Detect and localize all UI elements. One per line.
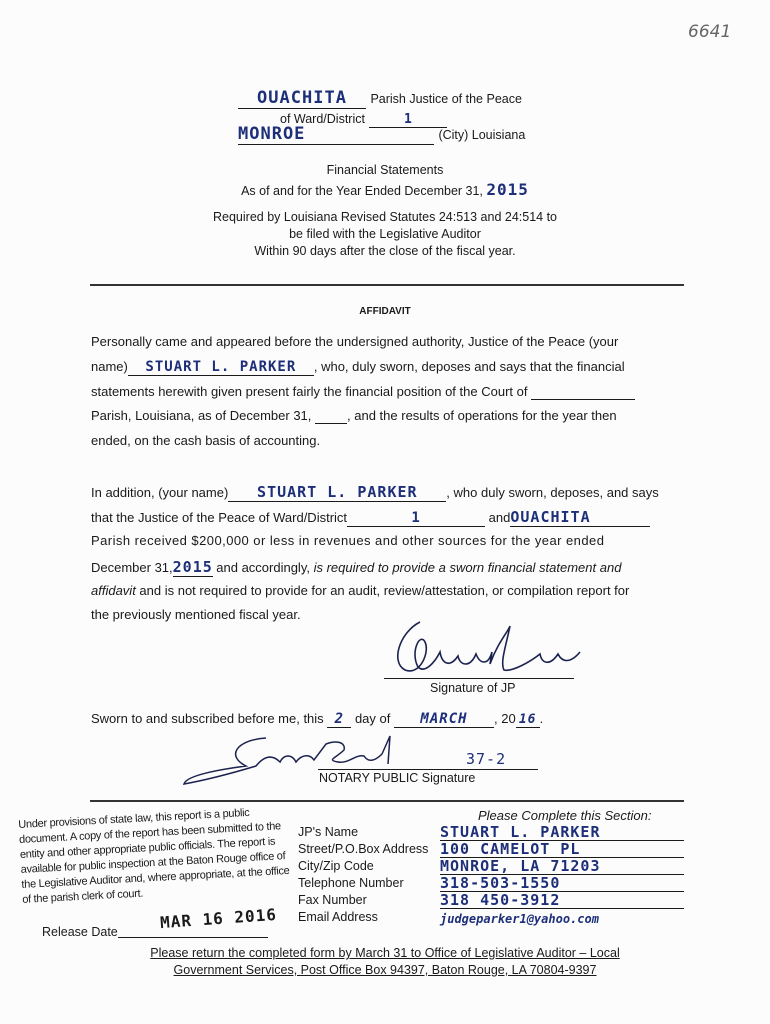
telephone-field (440, 874, 684, 892)
telephone-label: Telephone Number (298, 876, 404, 890)
city-zip-value: MONROE, LA 71203 (440, 857, 601, 875)
notary-line (318, 769, 538, 770)
document-number: 6641 (688, 22, 732, 42)
return-line-2: Government Services, Post Office Box 94397, Baton Rouge, LA 70804-9397 (173, 963, 597, 977)
p2-ward-value: 1 (347, 510, 485, 527)
sworn-year-prefix: , 20 (493, 711, 516, 726)
required-line-2: be filed with the Legislative Auditor (289, 227, 481, 241)
p1-name-value: STUART L. PARKER (128, 359, 314, 376)
p2-line-4-italic: is required to provide a sworn financial statement and (313, 560, 622, 575)
release-date-label: Release Date (42, 925, 118, 939)
p2-line-3: Parish received $200,000 or less in revenues and other sources for the year ended (91, 533, 605, 548)
p1-line-4 (91, 408, 617, 424)
notary-label: NOTARY PUBLIC Signature (319, 771, 476, 785)
p2-line-5 (91, 583, 629, 598)
parish-value: OUACHITA (238, 88, 366, 109)
parish-line (238, 88, 558, 109)
p2-affidavit-italic: affidavit (91, 583, 136, 598)
ward-value: 1 (369, 112, 447, 128)
p2-year-value: 2015 (172, 558, 213, 576)
jp-name-label: JP's Name (298, 825, 359, 839)
release-date-line (118, 937, 268, 938)
p2-line-5-suffix: and is not required to provide for an audit, review/attestation, or compilation report for (135, 583, 630, 598)
jp-name-field (440, 823, 684, 841)
p1-line-1: Personally came and appeared before the undersigned authority, Justice of the Peace (your (91, 334, 619, 349)
signature-jp-label: Signature of JP (430, 681, 516, 695)
sworn-prefix: Sworn to and subscribed before me, this (91, 711, 324, 726)
p2-line-4-prefix: December 31, (91, 560, 173, 575)
fax-value: 318 450-3912 (440, 891, 561, 909)
parish-label: Parish Justice of the Peace (370, 92, 522, 106)
sworn-day-label: day of (354, 711, 391, 726)
p1-line-3 (91, 384, 635, 400)
jp-signature (380, 612, 590, 682)
p1-name-prefix: name) (91, 359, 128, 374)
sworn-day: 2 (327, 711, 351, 728)
fax-label: Fax Number (298, 893, 367, 907)
p2-line-2-prefix: that the Justice of the Peace of Ward/District (91, 510, 348, 525)
email-label: Email Address (298, 910, 378, 924)
city-value: MONROE (238, 124, 434, 145)
p2-name-suffix: , who duly sworn, deposes, and says (446, 485, 659, 500)
fax-field (440, 891, 684, 909)
address-value: 100 CAMELOT PL (440, 840, 581, 858)
jp-name-value: STUART L. PARKER (440, 823, 601, 841)
p1-line-4-prefix: Parish, Louisiana, as of December 31, (91, 408, 312, 423)
p2-and: and (488, 510, 511, 525)
court-parish-blank (531, 384, 635, 400)
p1-line-2 (91, 359, 625, 376)
affidavit-title: AFFIDAVIT (359, 306, 411, 317)
year-ended-line (0, 180, 770, 199)
p2-line-4-mid: and accordingly, (212, 560, 314, 575)
p1-line-4-suffix: , and the results of operations for the year then (347, 408, 617, 423)
complete-section-title: Please Complete this Section: (478, 808, 652, 823)
p2-parish-value: OUACHITA (510, 508, 650, 527)
address-label: Street/P.O.Box Address (298, 842, 429, 856)
year-value: 2015 (486, 180, 529, 199)
public-document-note: Under provisions of state law, this report is a public document. A copy of the report has been submitted to the entity and other appropriate public officials. The report is available for public inspection at the Baton Rouge office of the Legislative Auditor and, where appropriate, at the office of the parish clerk of court. (18, 806, 290, 906)
footer-divider (90, 800, 684, 802)
notary-number: 37-2 (466, 750, 507, 768)
release-date-stamp: MAR 16 2016 (159, 904, 278, 933)
required-line-1: Required by Louisiana Revised Statutes 24:513 and 24:514 to (213, 210, 557, 224)
city-zip-label: City/Zip Code (298, 859, 374, 873)
year-ended-prefix: As of and for the Year Ended December 31, (241, 184, 483, 198)
email-field (440, 910, 684, 927)
address-field (440, 840, 684, 858)
sworn-period: . (539, 711, 544, 726)
city-zip-field (440, 857, 684, 875)
p2-line-1 (91, 483, 659, 502)
signature-jp-line (384, 678, 574, 679)
telephone-value: 318-503-1550 (440, 874, 561, 892)
return-line-1: Please return the completed form by March 31 to Office of Legislative Auditor – Local (150, 946, 620, 960)
p1-name-suffix: , who, duly sworn, deposes and says that the financial (313, 359, 625, 374)
p1-line-3-text: statements herewith given present fairly the financial position of the Court of (91, 384, 528, 399)
city-line (238, 124, 525, 145)
city-label: (City) Louisiana (438, 128, 526, 142)
sworn-month: MARCH (394, 711, 494, 728)
december-year-blank (315, 408, 347, 424)
sworn-year: 16 (516, 712, 540, 728)
required-line-3: Within 90 days after the close of the fiscal year. (254, 244, 516, 258)
p2-line-6: the previously mentioned fiscal year. (91, 607, 301, 622)
email-value: judgeparker1@yahoo.com (440, 912, 599, 926)
p1-line-5: ended, on the cash basis of accounting. (91, 433, 321, 448)
p2-name-prefix: In addition, (your name) (91, 485, 229, 500)
p2-line-2 (91, 508, 650, 527)
p2-line-4 (91, 558, 621, 577)
ward-label: of Ward/District (280, 112, 365, 126)
financial-statements-title: Financial Statements (326, 163, 444, 177)
p2-name-value: STUART L. PARKER (228, 483, 446, 502)
header-divider (90, 284, 684, 286)
